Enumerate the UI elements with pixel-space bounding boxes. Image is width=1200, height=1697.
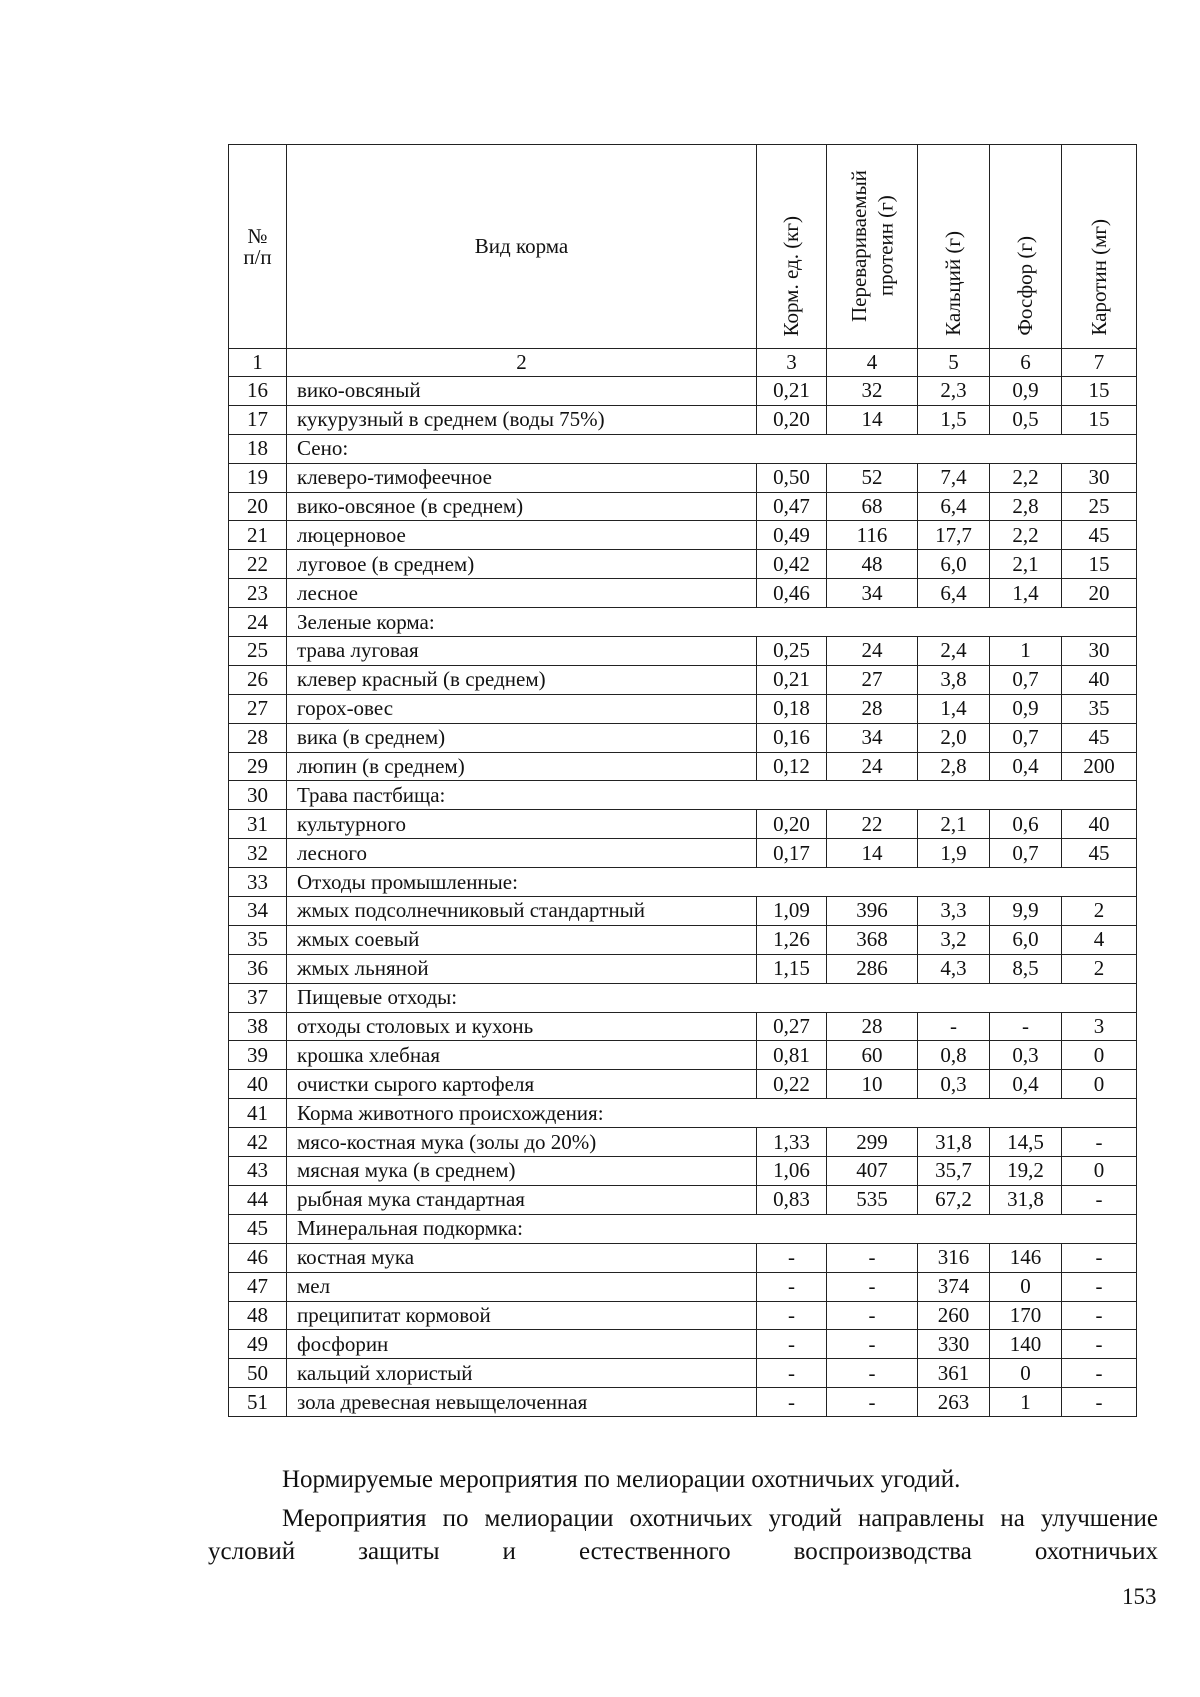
feed-units-value: 0,81 — [757, 1041, 827, 1070]
calcium-value: 67,2 — [918, 1185, 990, 1214]
table-row — [229, 665, 1137, 694]
phosphorus-value: 0,4 — [990, 752, 1062, 781]
row-number: 49 — [229, 1330, 287, 1359]
row-number: 19 — [229, 463, 287, 492]
row-number: 43 — [229, 1157, 287, 1186]
feed-units-value: 0,22 — [757, 1070, 827, 1099]
feed-name: преципитат кормовой — [287, 1301, 757, 1330]
calcium-value: 0,8 — [918, 1041, 990, 1070]
feed-units-value: 1,26 — [757, 925, 827, 954]
feed-units-value: 0,21 — [757, 377, 827, 406]
header-feed-type: Вид корма — [287, 145, 757, 349]
feed-nutrition-table — [228, 144, 1137, 1417]
section-heading: Нормируемые мероприятия по мелиорации охотничьих угодий. — [282, 1466, 961, 1493]
row-number: 21 — [229, 521, 287, 550]
feed-name: Минеральная подкормка: — [287, 1214, 1137, 1243]
carotene-value: 15 — [1062, 405, 1137, 434]
feed-name: жмых подсолнечниковый стандартный — [287, 897, 757, 926]
phosphorus-value: 0,3 — [990, 1041, 1062, 1070]
table-body — [229, 377, 1137, 1417]
section-row — [229, 1214, 1137, 1243]
calcium-value: 0,3 — [918, 1070, 990, 1099]
feed-units-value: 0,20 — [757, 810, 827, 839]
carotene-value: 40 — [1062, 810, 1137, 839]
carotene-value: - — [1062, 1128, 1137, 1157]
phosphorus-value: 0,7 — [990, 723, 1062, 752]
protein-value: 34 — [827, 723, 918, 752]
feed-name: очистки сырого картофеля — [287, 1070, 757, 1099]
feed-units-value: 1,33 — [757, 1128, 827, 1157]
phosphorus-value: 0,5 — [990, 405, 1062, 434]
table-row — [229, 1157, 1137, 1186]
section-row — [229, 781, 1137, 810]
row-number: 30 — [229, 781, 287, 810]
calcium-value: 4,3 — [918, 954, 990, 983]
phosphorus-value: 31,8 — [990, 1185, 1062, 1214]
phosphorus-value: 146 — [990, 1243, 1062, 1272]
row-number: 32 — [229, 839, 287, 868]
calcium-value: 6,0 — [918, 550, 990, 579]
phosphorus-value: - — [990, 1012, 1062, 1041]
section-row — [229, 983, 1137, 1012]
carotene-value: 30 — [1062, 637, 1137, 666]
carotene-value: 40 — [1062, 665, 1137, 694]
phosphorus-value: 6,0 — [990, 925, 1062, 954]
table-row — [229, 1070, 1137, 1099]
phosphorus-value: 0,4 — [990, 1070, 1062, 1099]
phosphorus-value: 1,4 — [990, 579, 1062, 608]
table-row — [229, 1359, 1137, 1388]
calcium-value: 374 — [918, 1272, 990, 1301]
row-number: 23 — [229, 579, 287, 608]
row-number: 37 — [229, 983, 287, 1012]
feed-units-value: 0,50 — [757, 463, 827, 492]
table-row — [229, 1185, 1137, 1214]
feed-units-value: 0,83 — [757, 1185, 827, 1214]
table-row — [229, 954, 1137, 983]
phosphorus-value: 0,9 — [990, 694, 1062, 723]
calcium-value: 17,7 — [918, 521, 990, 550]
row-number: 16 — [229, 377, 287, 406]
feed-name: Трава пастбища: — [287, 781, 1137, 810]
feed-name: жмых соевый — [287, 925, 757, 954]
carotene-value: 45 — [1062, 521, 1137, 550]
calcium-value: 260 — [918, 1301, 990, 1330]
carotene-value: 30 — [1062, 463, 1137, 492]
feed-name: Сено: — [287, 434, 1137, 463]
table-row — [229, 925, 1137, 954]
table-row — [229, 1272, 1137, 1301]
carotene-value: 0 — [1062, 1070, 1137, 1099]
row-number: 22 — [229, 550, 287, 579]
protein-value: 34 — [827, 579, 918, 608]
feed-name: люпин (в среднем) — [287, 752, 757, 781]
feed-units-value: 0,18 — [757, 694, 827, 723]
feed-units-value: 0,17 — [757, 839, 827, 868]
calcium-value: 31,8 — [918, 1128, 990, 1157]
protein-value: - — [827, 1330, 918, 1359]
carotene-value: - — [1062, 1185, 1137, 1214]
phosphorus-value: 1 — [990, 1388, 1062, 1417]
carotene-value: 4 — [1062, 925, 1137, 954]
phosphorus-value: 9,9 — [990, 897, 1062, 926]
row-number: 24 — [229, 608, 287, 637]
header-feed-units: Корм. ед. (кг) — [757, 145, 827, 349]
feed-units-value: 1,15 — [757, 954, 827, 983]
col-number: 3 — [757, 349, 827, 377]
header-num: № п/п — [229, 145, 287, 349]
feed-name: луговое (в среднем) — [287, 550, 757, 579]
feed-name: кукурузный в среднем (воды 75%) — [287, 405, 757, 434]
carotene-value: - — [1062, 1388, 1137, 1417]
calcium-value: - — [918, 1012, 990, 1041]
feed-units-value: 1,09 — [757, 897, 827, 926]
row-number: 25 — [229, 637, 287, 666]
calcium-value: 1,4 — [918, 694, 990, 723]
feed-units-value: 0,25 — [757, 637, 827, 666]
carotene-value: - — [1062, 1330, 1137, 1359]
carotene-value: 15 — [1062, 377, 1137, 406]
phosphorus-value: 14,5 — [990, 1128, 1062, 1157]
feed-name: мел — [287, 1272, 757, 1301]
feed-units-value: - — [757, 1272, 827, 1301]
section-row — [229, 868, 1137, 897]
row-number: 42 — [229, 1128, 287, 1157]
protein-value: 48 — [827, 550, 918, 579]
header-carotene: Каротин (мг) — [1062, 145, 1137, 349]
protein-value: 60 — [827, 1041, 918, 1070]
table-row — [229, 579, 1137, 608]
protein-value: 68 — [827, 492, 918, 521]
header-protein: Перевариваемый протеин (г) — [827, 145, 918, 349]
phosphorus-value: 2,8 — [990, 492, 1062, 521]
feed-name: Отходы промышленные: — [287, 868, 1137, 897]
calcium-value: 6,4 — [918, 579, 990, 608]
feed-name: кальций хлористый — [287, 1359, 757, 1388]
protein-value: 396 — [827, 897, 918, 926]
phosphorus-value: 2,2 — [990, 463, 1062, 492]
protein-value: 14 — [827, 405, 918, 434]
feed-units-value: - — [757, 1243, 827, 1272]
phosphorus-value: 0 — [990, 1359, 1062, 1388]
header-row — [229, 145, 1137, 349]
protein-value: 10 — [827, 1070, 918, 1099]
row-number: 44 — [229, 1185, 287, 1214]
feed-name: люцерновое — [287, 521, 757, 550]
protein-value: 27 — [827, 665, 918, 694]
feed-name: культурного — [287, 810, 757, 839]
feed-name: крошка хлебная — [287, 1041, 757, 1070]
feed-units-value: 0,42 — [757, 550, 827, 579]
row-number: 36 — [229, 954, 287, 983]
table-row — [229, 492, 1137, 521]
phosphorus-value: 0,7 — [990, 839, 1062, 868]
feed-name: Корма животного происхождения: — [287, 1099, 1137, 1128]
table-row — [229, 752, 1137, 781]
row-number: 17 — [229, 405, 287, 434]
header-calcium: Кальций (г) — [918, 145, 990, 349]
calcium-value: 361 — [918, 1359, 990, 1388]
feed-name: вико-овсяный — [287, 377, 757, 406]
feed-name: фосфорин — [287, 1330, 757, 1359]
calcium-value: 316 — [918, 1243, 990, 1272]
carotene-value: 0 — [1062, 1157, 1137, 1186]
feed-name: Зеленые корма: — [287, 608, 1137, 637]
feed-units-value: - — [757, 1388, 827, 1417]
row-number: 26 — [229, 665, 287, 694]
col-number: 1 — [229, 349, 287, 377]
feed-name: рыбная мука стандартная — [287, 1185, 757, 1214]
protein-value: 28 — [827, 1012, 918, 1041]
feed-name: зола древесная невыщелоченная — [287, 1388, 757, 1417]
table-row — [229, 1128, 1137, 1157]
carotene-value: 2 — [1062, 897, 1137, 926]
col-number: 2 — [287, 349, 757, 377]
row-number: 41 — [229, 1099, 287, 1128]
row-number: 38 — [229, 1012, 287, 1041]
feed-name: Пищевые отходы: — [287, 983, 1137, 1012]
row-number: 18 — [229, 434, 287, 463]
carotene-value: - — [1062, 1243, 1137, 1272]
row-number: 45 — [229, 1214, 287, 1243]
table-row — [229, 1301, 1137, 1330]
feed-units-value: 0,16 — [757, 723, 827, 752]
feed-name: лесного — [287, 839, 757, 868]
feed-units-value: 0,27 — [757, 1012, 827, 1041]
phosphorus-value: 19,2 — [990, 1157, 1062, 1186]
calcium-value: 7,4 — [918, 463, 990, 492]
row-number: 27 — [229, 694, 287, 723]
feed-name: мясная мука (в среднем) — [287, 1157, 757, 1186]
phosphorus-value: 2,2 — [990, 521, 1062, 550]
calcium-value: 2,0 — [918, 723, 990, 752]
calcium-value: 2,8 — [918, 752, 990, 781]
protein-value: - — [827, 1359, 918, 1388]
feed-units-value: 0,47 — [757, 492, 827, 521]
table-row — [229, 463, 1137, 492]
row-number: 46 — [229, 1243, 287, 1272]
row-number: 47 — [229, 1272, 287, 1301]
table-row — [229, 1243, 1137, 1272]
body-paragraph: Мероприятия по мелиорации охотничьих угодий направлены на улучшение условий защиты и естественного воспроизводства охотничьих — [208, 1505, 1158, 1565]
header-phosphorus: Фосфор (г) — [990, 145, 1062, 349]
row-number: 40 — [229, 1070, 287, 1099]
feed-name: клеверо-тимофеечное — [287, 463, 757, 492]
table-row — [229, 723, 1137, 752]
carotene-value: 200 — [1062, 752, 1137, 781]
protein-value: - — [827, 1388, 918, 1417]
feed-name: жмых льняной — [287, 954, 757, 983]
calcium-value: 2,3 — [918, 377, 990, 406]
feed-units-value: 0,21 — [757, 665, 827, 694]
page-number: 153 — [1122, 1584, 1157, 1609]
row-number: 31 — [229, 810, 287, 839]
col-number: 7 — [1062, 349, 1137, 377]
calcium-value: 3,2 — [918, 925, 990, 954]
calcium-value: 6,4 — [918, 492, 990, 521]
section-row — [229, 434, 1137, 463]
phosphorus-value: 0,7 — [990, 665, 1062, 694]
phosphorus-value: 2,1 — [990, 550, 1062, 579]
protein-value: 28 — [827, 694, 918, 723]
col-number: 4 — [827, 349, 918, 377]
protein-value: 24 — [827, 637, 918, 666]
protein-value: - — [827, 1272, 918, 1301]
carotene-value: 2 — [1062, 954, 1137, 983]
row-number: 35 — [229, 925, 287, 954]
row-number: 48 — [229, 1301, 287, 1330]
feed-name: трава луговая — [287, 637, 757, 666]
carotene-value: 20 — [1062, 579, 1137, 608]
row-number: 39 — [229, 1041, 287, 1070]
protein-value: 299 — [827, 1128, 918, 1157]
row-number: 51 — [229, 1388, 287, 1417]
table-row — [229, 897, 1137, 926]
protein-value: 52 — [827, 463, 918, 492]
table-row — [229, 1012, 1137, 1041]
protein-value: 535 — [827, 1185, 918, 1214]
carotene-value: 35 — [1062, 694, 1137, 723]
section-row — [229, 1099, 1137, 1128]
calcium-value: 2,4 — [918, 637, 990, 666]
phosphorus-value: 8,5 — [990, 954, 1062, 983]
table-row — [229, 405, 1137, 434]
table-row — [229, 1330, 1137, 1359]
feed-units-value: 0,49 — [757, 521, 827, 550]
phosphorus-value: 0,6 — [990, 810, 1062, 839]
feed-units-value: - — [757, 1330, 827, 1359]
calcium-value: 263 — [918, 1388, 990, 1417]
feed-name: отходы столовых и кухонь — [287, 1012, 757, 1041]
protein-value: 22 — [827, 810, 918, 839]
calcium-value: 3,8 — [918, 665, 990, 694]
carotene-value: 15 — [1062, 550, 1137, 579]
section-row — [229, 608, 1137, 637]
calcium-value: 35,7 — [918, 1157, 990, 1186]
table-row — [229, 1041, 1137, 1070]
feed-name: вика (в среднем) — [287, 723, 757, 752]
carotene-value: 25 — [1062, 492, 1137, 521]
row-number: 33 — [229, 868, 287, 897]
protein-value: - — [827, 1243, 918, 1272]
table-row — [229, 839, 1137, 868]
protein-value: - — [827, 1301, 918, 1330]
row-number: 20 — [229, 492, 287, 521]
feed-units-value: 0,20 — [757, 405, 827, 434]
row-number: 50 — [229, 1359, 287, 1388]
carotene-value: 0 — [1062, 1041, 1137, 1070]
table-row — [229, 810, 1137, 839]
calcium-value: 3,3 — [918, 897, 990, 926]
protein-value: 286 — [827, 954, 918, 983]
protein-value: 32 — [827, 377, 918, 406]
protein-value: 368 — [827, 925, 918, 954]
phosphorus-value: 0,9 — [990, 377, 1062, 406]
carotene-value: - — [1062, 1359, 1137, 1388]
carotene-value: - — [1062, 1301, 1137, 1330]
feed-units-value: 1,06 — [757, 1157, 827, 1186]
calcium-value: 1,5 — [918, 405, 990, 434]
row-number: 29 — [229, 752, 287, 781]
row-number: 28 — [229, 723, 287, 752]
feed-name: лесное — [287, 579, 757, 608]
table-row — [229, 521, 1137, 550]
phosphorus-value: 0 — [990, 1272, 1062, 1301]
table-row — [229, 637, 1137, 666]
feed-units-value: - — [757, 1301, 827, 1330]
feed-units-value: - — [757, 1359, 827, 1388]
feed-name: мясо-костная мука (золы до 20%) — [287, 1128, 757, 1157]
column-numbers-row — [229, 349, 1137, 377]
calcium-value: 2,1 — [918, 810, 990, 839]
table-row — [229, 694, 1137, 723]
carotene-value: - — [1062, 1272, 1137, 1301]
feed-units-value: 0,46 — [757, 579, 827, 608]
table-row — [229, 377, 1137, 406]
feed-name: костная мука — [287, 1243, 757, 1272]
feed-units-value: 0,12 — [757, 752, 827, 781]
feed-name: вико-овсяное (в среднем) — [287, 492, 757, 521]
phosphorus-value: 170 — [990, 1301, 1062, 1330]
phosphorus-value: 140 — [990, 1330, 1062, 1359]
table-row — [229, 550, 1137, 579]
feed-name: клевер красный (в среднем) — [287, 665, 757, 694]
protein-value: 14 — [827, 839, 918, 868]
carotene-value: 45 — [1062, 839, 1137, 868]
protein-value: 116 — [827, 521, 918, 550]
feed-name: горох-овес — [287, 694, 757, 723]
col-number: 5 — [918, 349, 990, 377]
carotene-value: 3 — [1062, 1012, 1137, 1041]
col-number: 6 — [990, 349, 1062, 377]
calcium-value: 330 — [918, 1330, 990, 1359]
phosphorus-value: 1 — [990, 637, 1062, 666]
row-number: 34 — [229, 897, 287, 926]
protein-value: 407 — [827, 1157, 918, 1186]
calcium-value: 1,9 — [918, 839, 990, 868]
table-row — [229, 1388, 1137, 1417]
carotene-value: 45 — [1062, 723, 1137, 752]
protein-value: 24 — [827, 752, 918, 781]
